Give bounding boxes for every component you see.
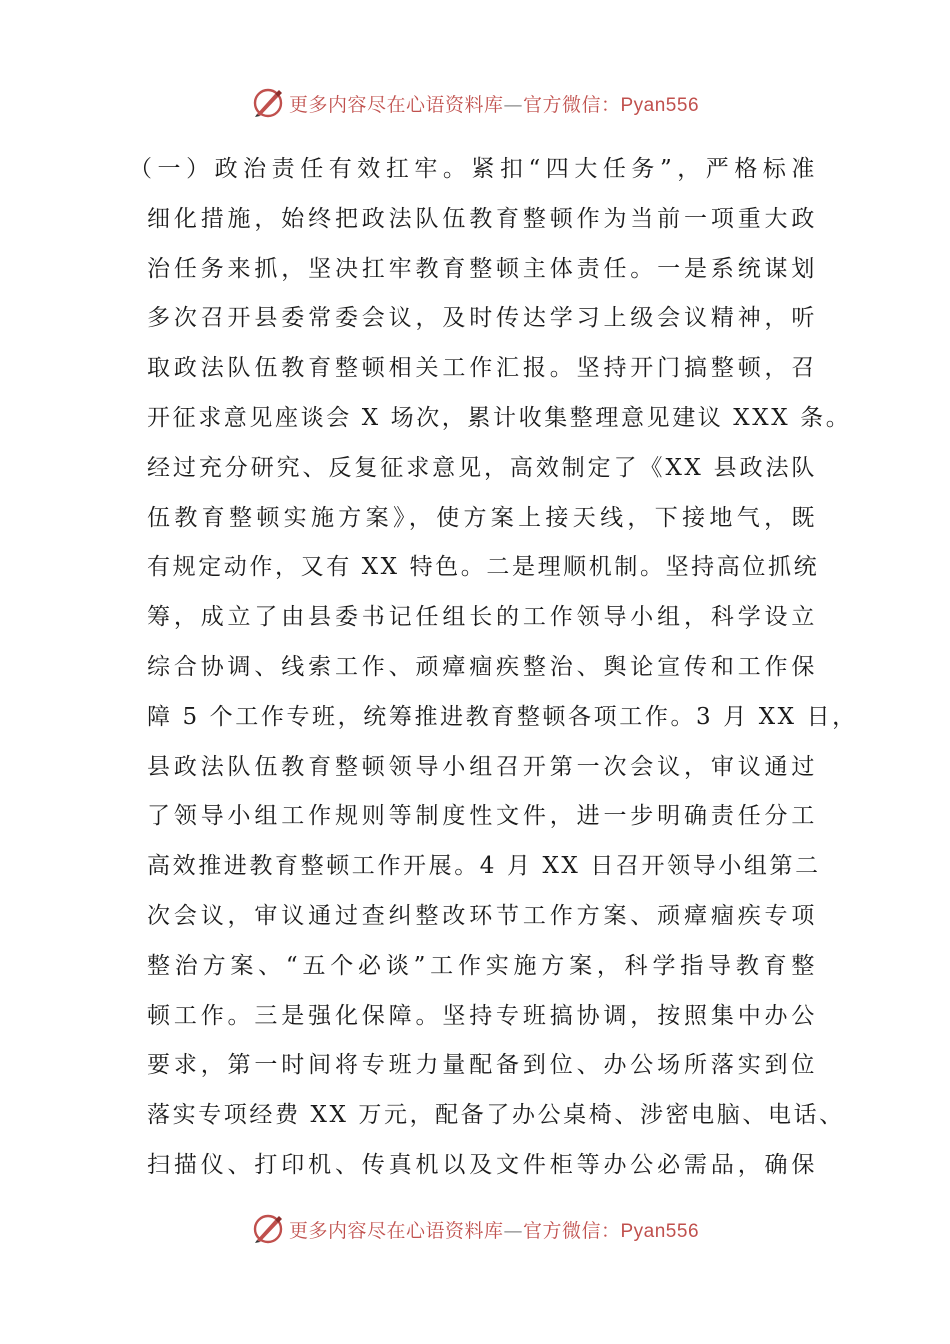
banner-id: Pyan556 — [620, 1220, 700, 1242]
banner-prefix: 更多内容尽在心语资料库 — [288, 93, 504, 116]
body-line: 伍教育整顿实施方案》，使方案上接天线，下接地气，既 — [147, 504, 817, 531]
body-line: 整治方案、“五个必谈”工作实施方案，科学指导教育整 — [147, 952, 817, 979]
body-line: 取政法队伍教育整顿相关工作汇报。坚持开门搞整顿，召 — [147, 355, 817, 382]
banner-id: Pyan556 — [620, 94, 700, 116]
body-line: 综合协调、线索工作、顽瘴痼疾整治、舆论宣传和工作保 — [147, 653, 817, 680]
banner-suffix: 官方微信： — [522, 93, 621, 116]
body-line: 治任务来抓，坚决扛牢教育整顿主体责任。一是系统谋划 — [147, 255, 817, 282]
banner-dash: — — [503, 1219, 523, 1242]
banner-dash: — — [503, 93, 523, 116]
body-line: 经过充分研究、反复征求意见，高效制定了《XX 县政法队 — [147, 454, 817, 481]
body-line: 细化措施，始终把政法队伍教育整顿作为当前一项重大政 — [147, 205, 817, 232]
body-line: 落实专项经费 XX 万元，配备了办公桌椅、涉密电脑、电话、 — [147, 1102, 845, 1129]
body-line: 筹，成立了由县委书记任组长的工作领导小组，科学设立 — [147, 604, 817, 631]
body-line: 次会议，审议通过查纠整改环节工作方案、顽瘴痼疾专项 — [147, 902, 817, 929]
document-body — [129, 145, 858, 1191]
body-line: 开征求意见座谈会 X 场次，累计收集整理意见建议 XXX 条。 — [147, 404, 852, 431]
banner-suffix: 官方微信： — [522, 1219, 621, 1242]
banner-prefix: 更多内容尽在心语资料库 — [288, 1219, 504, 1242]
body-line: 扫描仪、打印机、传真机以及文件柜等办公必需品，确保 — [147, 1151, 817, 1178]
body-line: 高效推进教育整顿工作开展。4 月 XX 日召开领导小组第二 — [147, 853, 821, 880]
header-watermark-banner — [0, 83, 950, 123]
body-line: 县政法队伍教育整顿领导小组召开第一次会议，审议通过 — [147, 753, 817, 780]
body-line: （一）政治责任有效扛牢。紧扣“四大任务”，严格标准 — [129, 156, 817, 182]
body-line: 顿工作。三是强化保障。坚持专班搞协调，按照集中办公 — [147, 1002, 817, 1029]
footer-watermark-banner — [0, 1209, 950, 1249]
body-line: 了领导小组工作规则等制度性文件，进一步明确责任分工 — [147, 803, 817, 830]
pen-logo-icon — [251, 1212, 285, 1246]
body-line: 障 5 个工作专班，统筹推进教育整顿各项工作。3 月 XX 日， — [147, 703, 858, 730]
banner-text — [289, 1216, 699, 1243]
body-line: 有规定动作，又有 XX 特色。二是理顺机制。坚持高位抓统 — [147, 554, 820, 581]
pen-logo-icon — [251, 86, 285, 120]
banner-text — [289, 90, 699, 117]
body-line: 多次召开县委常委会议，及时传达学习上级会议精神，听 — [147, 305, 817, 332]
body-line: 要求，第一时间将专班力量配备到位、办公场所落实到位 — [147, 1052, 817, 1079]
